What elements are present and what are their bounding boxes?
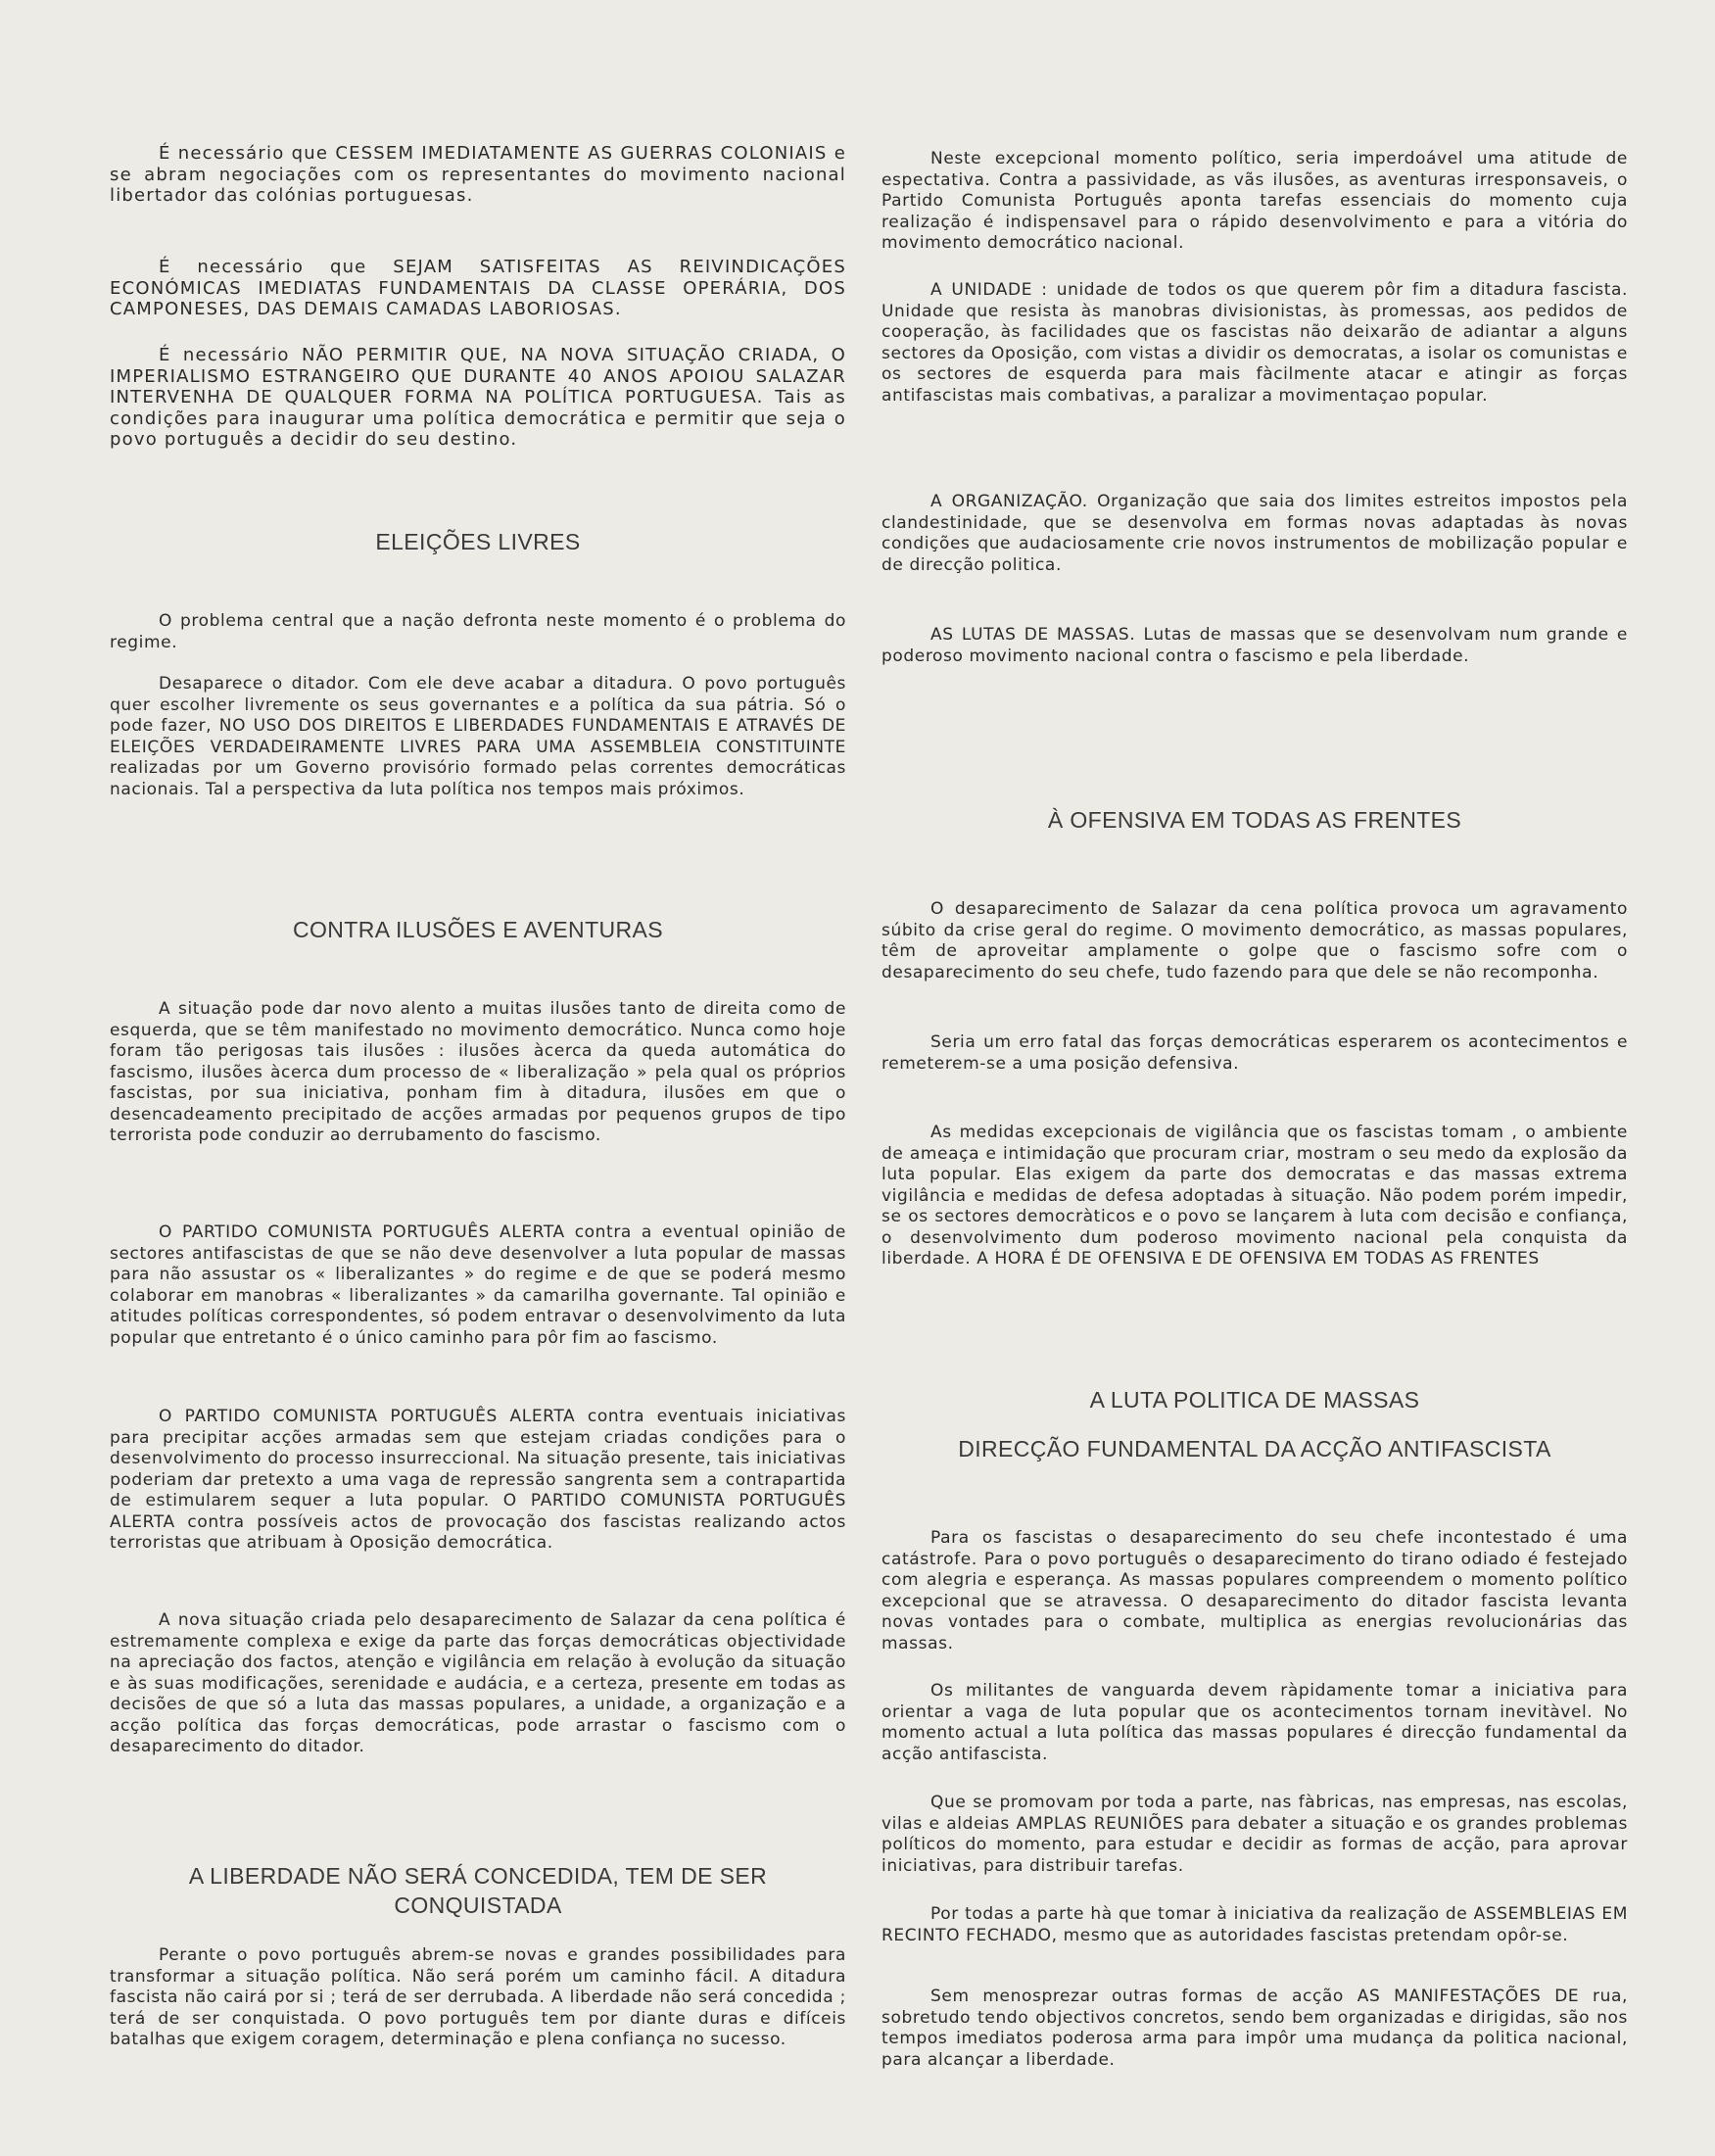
paragraph-regime-problem: O problema central que a nação defronta neste momento é o problema do regime. — [110, 611, 846, 652]
paragraph-new-situation: A nova situação criada pelo desaparecimento de Salazar da cena política é estremamente complexa e exige da parte das forças democráticas objectividade na apreciação dos factos, atenção e vigilância em relação à evolução da situação e às suas modificações, serenidade e audácia, e a certeza, presente em todas as decisões de que só a luta das massas populares, a unidade, a organização e a acção política das forças democráticas, pode arrastar o fascismo com o desaparecimento do ditador. — [110, 1610, 846, 1756]
paragraph-pcp-alerts-2: O PARTIDO COMUNISTA PORTUGUÊS ALERTA contra eventuais iniciativas para precipitar acções armadas sem que estejam criadas condições para o desenvolvimento do processo insurreccional. Na situação presente, tais iniciativas poderiam dar pretexto a uma vaga de repressão sangrenta sem a contrapartida de estimularem sequer a luta popular. O PARTIDO COMUNISTA PORTUGUÊS ALERTA contra possíveis actos de provocação dos fascistas realizando actos terroristas que atribuam à Oposição democrática. — [110, 1407, 846, 1553]
heading-fundamental-direction: DIRECÇÃO FUNDAMENTAL DA ACÇÃO ANTIFASCISTA — [958, 1436, 1551, 1461]
paragraph-meetings: Que se promovam por toda a parte, nas fàbricas, nas empresas, nas escolas, vilas e aldeias AMPLAS REUNIÕES para debater a situação e os grandes problemas políticos do momento, para estudar e decidir as formas de acção, para aprovar iniciativas, para distribuir tarefas. — [881, 1793, 1628, 1876]
heading-liberty-title: A LIBERDADE NÃO SERÁ CONCEDIDA, TEM DE SER — [188, 1863, 768, 1889]
paragraph-fatal-error: Seria um erro fatal das forças democráticas esperarem os acontecimentos e remeterem-se a uma posição defensiva. — [881, 1032, 1628, 1074]
paragraph-vigilance: As medidas excepcionais de vigilância que os fascistas tomam , o ambiente de ameaça e intimidação que procuram criar, mostram o seu medo da explosão da luta popular. Elas exigem da parte dos democratas e das massas extrema vigilância e medidas de defesa adoptadas à situação. Não podem porém impedir, se os sectores democràticos e o povo se lançarem à luta com decisão e confiança, o desenvolvimento dum poderoso movimento nacional pela conquista da liberdade. A HORA É DE OFENSIVA E DE OFENSIVA EM TODAS AS FRENTES — [881, 1123, 1628, 1269]
heading-free-elections: ELEIÇÕES LIVRES — [375, 529, 581, 554]
paragraph-militants: Os militantes de vanguarda devem ràpidamente tomar a iniciativa para orientar a vaga de luta popular que os acontecimentos tornam inevitàvel. No momento actual a luta política das massas populares é direcção fundamental da acção antifascista. — [881, 1681, 1628, 1764]
paragraph-catastrophe: Para os fascistas o desaparecimento do seu chefe incontestado é uma catástrofe. Para o povo português o desaparecimento do tirano odiado é festejado com alegria e esperança. As massas populares compreendem o momento político excepcional que se atravessa. O desaparecimento do ditador fascista levanta novas vontades para o combate, multiplica as energias revolucionárias das massas. — [881, 1528, 1628, 1653]
heading-liberty-subtitle: CONQUISTADA — [394, 1892, 562, 1918]
paragraph-pcp-alerts-1: O PARTIDO COMUNISTA PORTUGUÊS ALERTA contra a eventual opinião de sectores antifascistas de que se não deve desenvolver a luta popular de massas para não assustar os « liberalizantes » do regime e de que se poderá mesmo colaborar em manobras « liberalizantes » da camarilha governante. Tal opinião e atitudes políticas correspondentes, só podem entravar o desenvolvimento da luta popular que entretanto é o único caminho para pôr fim ao fascismo. — [110, 1222, 846, 1348]
paragraph-illusions: A situação pode dar novo alento a muitas ilusões tanto de direita como de esquerda, que se têm manifestado no movimento democrático. Nunca como hoje foram tão perigosas tais ilusões : ilusões àcerca da queda automática do fascismo, ilusões àcerca dum processo de « liberalização » pela qual os próprios fascistas, por sua iniciativa, ponham fim à ditadura, ilusões em que o desencadeamento precipitado de acções armadas por pequenos grupos de tipo terrorista pode conduzir ao derrubamento do fascismo. — [110, 999, 846, 1145]
paragraph-demonstrations: Sem menosprezar outras formas de acção AS MANIFESTAÇÕES DE rua, sobretudo tendo objectivos concretos, sendo bem organizadas e dirigidas, são nos tempos imediatos poderosa arma para impôr uma mudança da politica nacional, para alcançar a liberdade. — [881, 1987, 1628, 2070]
paragraph-exceptional-moment: Neste excepcional momento político, seria imperdoável uma atitude de espectativa. Contra a passividade, as vãs ilusões, as aventuras irresponsaveis, o Partido Comunista Português aponta tarefas essenciais do momento cuja realização é indispensavel para o rápido desenvolvimento e para a vitória do movimento democrático nacional. — [881, 149, 1628, 253]
paragraph-imperialism: É necessário NÃO PERMITIR QUE, NA NOVA SITUAÇÃO CRIADA, O IMPERIALISMO ESTRANGEIRO QUE DURANTE 40 ANOS APOIOU SALAZAR INTERVENHA DE QUALQUER FORMA NA POLÍTICA PORTUGUESA. Tais as condições para inaugurar uma política democrática e permitir que seja o povo português a decidir do seu destino. — [110, 345, 846, 450]
paragraph-crisis: O desaparecimento de Salazar da cena política provoca um agravamento súbito da crise geral do regime. O movimento democrático, as massas populares, têm de aproveitar amplamente o golpe que o fascismo sofre com o desaparecimento do seu chefe, tudo fazendo para que dele se não recomponha. — [881, 899, 1628, 982]
heading-against-illusions: CONTRA ILUSÕES E AVENTURAS — [292, 917, 664, 942]
paragraph-dictator-disappears: Desaparece o ditador. Com ele deve acabar a ditadura. O povo português quer escolher livremente os seus governantes e a política da sua pátria. Só o pode fazer, NO USO DOS DIREITOS E LIBERDADES FUNDAMENTAIS E ATRAVÉS DE ELEIÇÕES VERDADEIRAMENTE LIVRES PARA UMA ASSEMBLEIA CONSTITUINTE realizadas por um Governo provisório formado pelas correntes democráticas nacionais. Tal a perspectiva da luta política nos tempos mais próximos. — [110, 674, 846, 799]
paragraph-economic-demands: É necessário que SEJAM SATISFEITAS AS REIVINDICAÇÕES ECONÓMICAS IMEDIATAS FUNDAMENTAIS DA CLASSE OPERÁRIA, DOS CAMPONESES, DAS DEMAIS CAMADAS LABORIOSAS. — [110, 257, 846, 319]
paragraph-colonial-wars: É necessário que CESSEM IMEDIATAMENTE AS GUERRAS COLONIAIS e se abram negociações com os representantes do movimento nacional libertador das colónias portuguesas. — [110, 143, 846, 206]
paragraph-mass-struggles: AS LUTAS DE MASSAS. Lutas de massas que se desenvolvam num grande e poderoso movimento nacional contra o fascismo e pela liberdade. — [881, 625, 1628, 666]
heading-mass-struggle: A LUTA POLITICA DE MASSAS — [1089, 1387, 1420, 1413]
paragraph-unity: A UNIDADE : unidade de todos os que querem pôr fim a ditadura fascista. Unidade que resista às manobras divisionistas, às promessas, aos pedidos de cooperação, às facilidades que os fascistas não deixarão de adiantar a alguns sectores da Oposição, com vistas a dividir os democratas, a isolar os comunistas e os sectores de esquerda para mais fàcilmente atacar e atingir as forças antifascistas mais combativas, a paralizar a movimentaçao popular. — [881, 280, 1628, 406]
paragraph-possibilities: Perante o povo português abrem-se novas e grandes possibilidades para transformar a situação política. Não será porém um caminho fácil. A ditadura fascista não cairá por si ; terá de ser derrubada. A liberdade não será concedida ; terá de ser conquistada. O povo português tem por diante duras e difíceis batalhas que exigem coragem, determinação e plena confiança no sucesso. — [110, 1945, 846, 2049]
heading-offensive: À OFENSIVA EM TODAS AS FRENTES — [1047, 807, 1462, 833]
paragraph-assemblies: Por todas a parte hà que tomar à iniciativa da realização de ASSEMBLEIAS EM RECINTO FECHADO, mesmo que as autoridades fascistas pretendam opôr-se. — [881, 1904, 1628, 1945]
paragraph-organization: A ORGANIZAÇÃO. Organização que saia dos limites estreitos impostos pela clandestinidade, que se desenvolva em formas novas adaptadas às novas condições que audaciosamente crie novos instrumentos de mobilização popular e de direcção politica. — [881, 492, 1628, 575]
